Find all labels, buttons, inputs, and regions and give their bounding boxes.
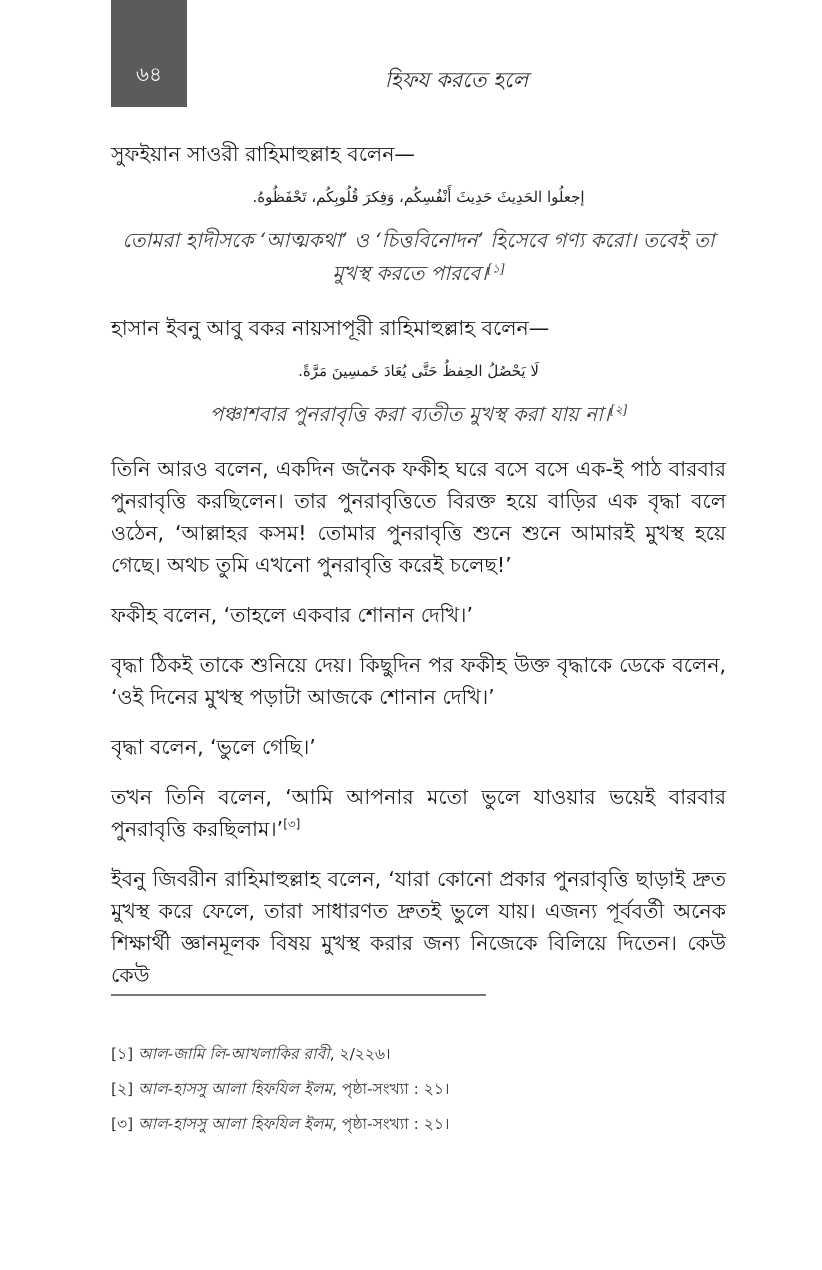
quote-2-arabic: لَا يَحْصُلُ الحِفظُ حَتَّى يُعَادَ خَمسِينَ مَرَّةً. xyxy=(298,362,539,380)
footnote-detail: , পৃষ্ঠা-সংখ্যা : ২১। xyxy=(332,1080,450,1098)
footnote-2 xyxy=(111,1079,726,1099)
quote-2-translation-text: পঞ্চাশবার পুনরাবৃত্তি করা ব্যতীত মুখস্থ করা যায় না। xyxy=(209,402,611,426)
page-number-tab xyxy=(111,0,187,107)
quote-1-arabic: إجعلُوا الحَدِيثَ حَدِيثَ أَنْفُسِكُم، وَفِكرَ قُلُوبِكُم، تَحْفَظُوهُ. xyxy=(252,188,585,206)
quote-1-translation xyxy=(111,224,726,290)
running-title: হিফয করতে হলে xyxy=(384,68,529,92)
paragraph-2: ফকীহ বলেন, ‘তাহলে একবার শোনান দেখি।’ xyxy=(111,603,473,627)
footnote-detail: , পৃষ্ঠা-সংখ্যা : ২১। xyxy=(332,1115,450,1133)
paragraph-6: ইবনু জিবরীন রাহিমাহুল্লাহ বলেন, ‘যারা কোনো প্রকার পুনরাবৃত্তি ছাড়াই দ্রুত মুখস্থ করে ফেলে, তারা সাধারণত দ্রুতই ভুলে যায়। এজন্য পূর্ববর্তী অনেক শিক্ষার্থী জ্ঞানমূলক বিষয় মুখস্থ করার জন্য নিজেকে বিলিয়ে দিতেন। কেউ কেউ xyxy=(111,867,726,987)
paragraph-5 xyxy=(111,781,726,845)
footnote-1 xyxy=(111,1044,726,1064)
footnote-ref-3[interactable]: [৩] xyxy=(283,817,301,832)
quote-1-intro: সুফইয়ান সাওরী রাহিমাহুল্লাহ বলেন— xyxy=(111,142,415,166)
paragraph-5-text: তখন তিনি বলেন, ‘আমি আপনার মতো ভুলে যাওয়ার ভয়েই বারবার পুনরাবৃত্তি করছিলাম।’ xyxy=(111,785,726,841)
footnote-source: আল-জামি লি-আখলাকির রাবী xyxy=(138,1045,330,1063)
footnote-marker: [২] xyxy=(111,1080,134,1098)
page-body xyxy=(111,138,726,1009)
footnotes xyxy=(111,1044,726,1149)
paragraph-4: বৃদ্ধা বলেন, ‘ভুলে গেছি।’ xyxy=(111,735,316,759)
footnote-detail: , ২/২২৬। xyxy=(329,1045,391,1063)
footnote-marker: [৩] xyxy=(111,1115,134,1133)
paragraph-3: বৃদ্ধা ঠিকই তাকে শুনিয়ে দেয়। কিছুদিন পর ফকীহ উক্ত বৃদ্ধাকে ডেকে বলেন, ‘ওই দিনের মুখস্থ পড়াটা আজকে শোনান দেখি।’ xyxy=(111,653,726,709)
footnote-source: আল-হাসসু আলা হিফযিল ইলম xyxy=(138,1080,333,1098)
footnote-marker: [১] xyxy=(111,1045,134,1063)
quote-1-translation-text: তোমরা হাদীসকে ‘আত্মকথা’ ও ‘চিত্তবিনোদন’ হিসেবে গণ্য করো। তবেই তা মুখস্থ করতে পারবে। xyxy=(122,228,715,285)
footnote-ref-2[interactable]: [২] xyxy=(610,402,628,417)
quote-2-translation xyxy=(111,398,726,431)
quote-2-intro: হাসান ইবনু আবু বকর নায়সাপূরী রাহিমাহুল্লাহ বলেন— xyxy=(111,316,550,340)
footnote-ref-1[interactable]: [১] xyxy=(487,261,505,276)
paragraph-1: তিনি আরও বলেন, একদিন জনৈক ফকীহ ঘরে বসে বসে এক-ই পাঠ বারবার পুনরাবৃত্তি করছিলেন। তার পুনরাবৃত্তিতে বিরক্ত হয়ে বাড়ির এক বৃদ্ধা বলে ওঠেন, ‘আল্লাহর কসম! তোমার পুনরাবৃত্তি শুনে শুনে আমারই মুখস্থ হয়ে গেছে। অথচ তুমি এখনো পুনরাবৃত্তি করেই চলেছ!’ xyxy=(111,457,726,577)
footnote-source: আল-হাসসু আলা হিফযিল ইলম xyxy=(138,1115,333,1133)
footnote-divider xyxy=(111,994,486,996)
page-number: ৬৪ xyxy=(136,62,162,86)
footnote-3 xyxy=(111,1114,726,1134)
